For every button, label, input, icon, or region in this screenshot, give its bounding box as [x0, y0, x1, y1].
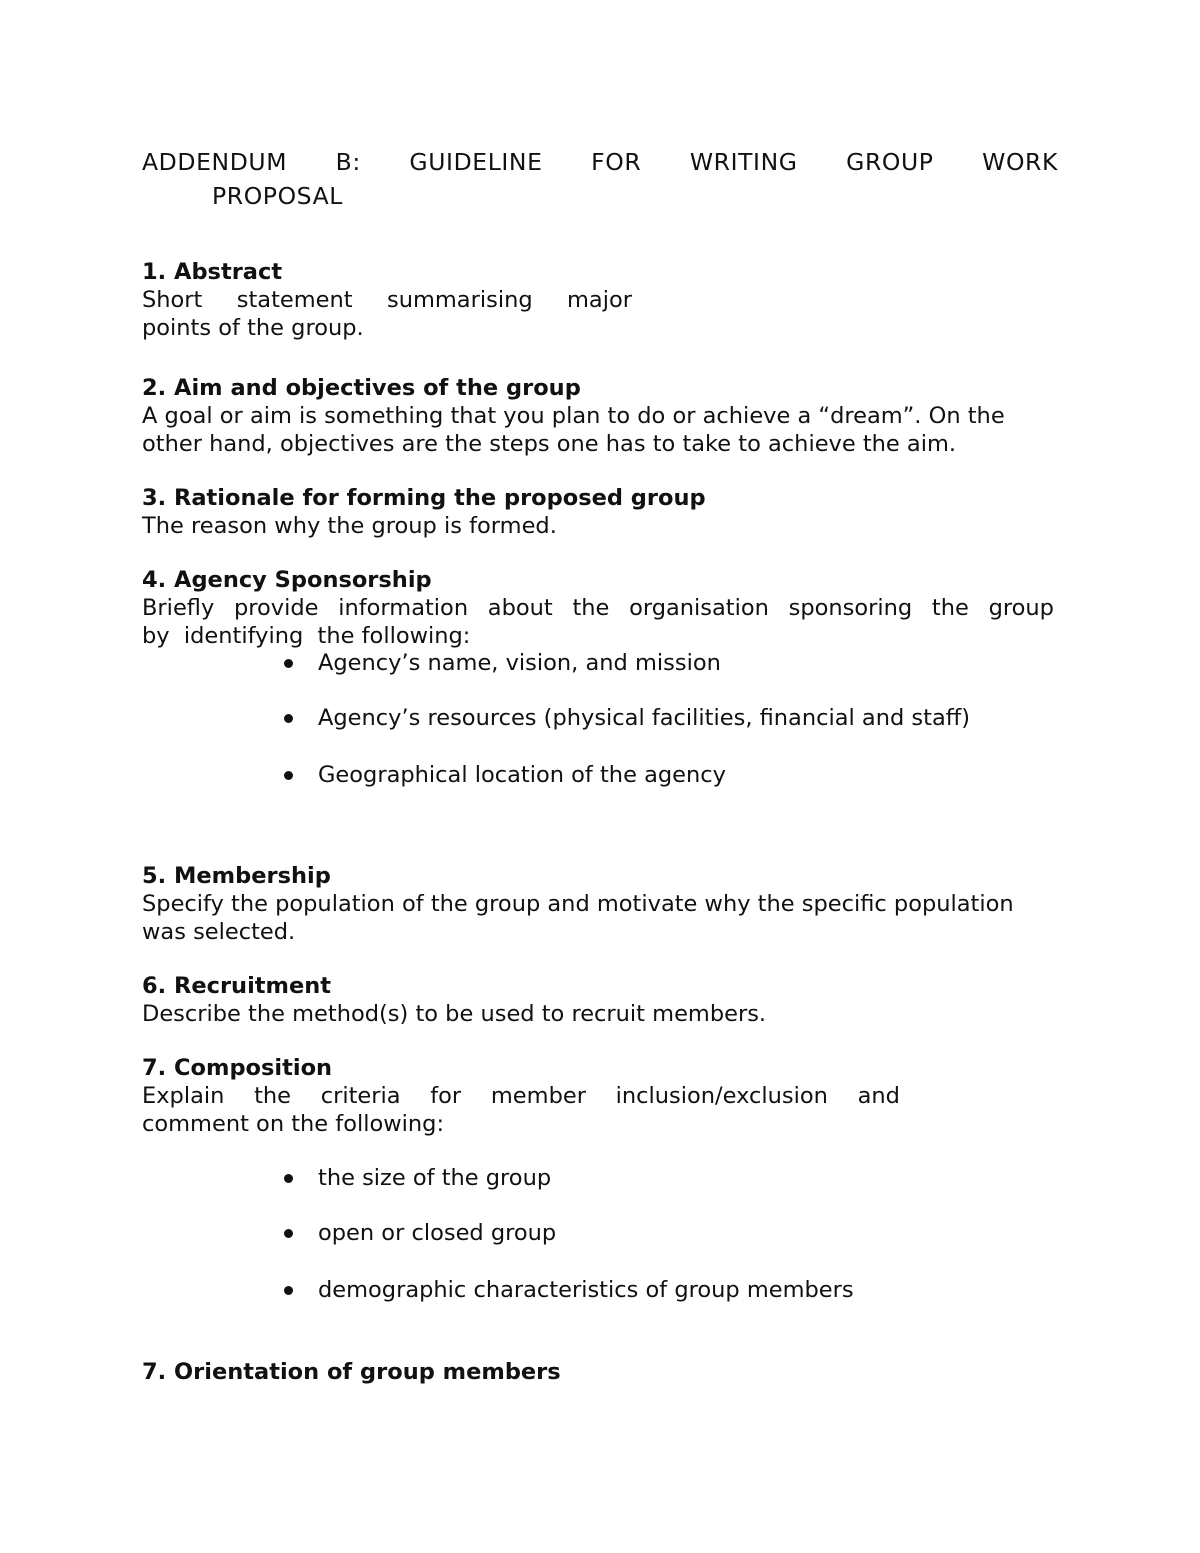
text-word: Briefly: [142, 595, 215, 621]
section-text-line: A goal or aim is something that you plan to do or achieve a “dream”. On the: [142, 403, 1005, 429]
list-item-text: Agency’s name, vision, and mission: [318, 650, 721, 676]
text-word: summarising: [386, 287, 533, 313]
section-text-line: comment on the following:: [142, 1111, 445, 1137]
section-heading: 4. Agency Sponsorship: [142, 567, 432, 593]
list-item-text: Agency’s resources (physical facilities, financial and staff): [318, 705, 971, 731]
list-item-text: Geographical location of the agency: [318, 762, 726, 788]
section-text-line: Specify the population of the group and motivate why the specific population: [142, 891, 1014, 917]
bullet-icon: [284, 771, 293, 780]
text-word: group: [988, 595, 1054, 621]
list-item-text: the size of the group: [318, 1165, 552, 1191]
text-word: for: [430, 1083, 462, 1109]
section-aims: [142, 374, 1005, 458]
text-word: criteria: [320, 1083, 401, 1109]
text-word: Explain: [142, 1083, 225, 1109]
section-membership: [142, 862, 1014, 946]
section-heading: 6. Recruitment: [142, 973, 332, 999]
section-composition: [142, 1054, 900, 1138]
section-heading: 2. Aim and objectives of the group: [142, 375, 581, 401]
bullet-icon: [284, 659, 293, 668]
section-heading: 7. Orientation of group members: [142, 1359, 561, 1385]
text-word: member: [490, 1083, 586, 1109]
section-heading: 5. Membership: [142, 863, 331, 889]
section-text-line: points of the group.: [142, 315, 364, 341]
text-word: the: [254, 1083, 292, 1109]
bullet-icon: [284, 1174, 293, 1183]
text-word: the: [572, 595, 610, 621]
text-word: major: [566, 287, 632, 313]
text-word: Short: [142, 287, 203, 313]
section-heading: 3. Rationale for forming the proposed group: [142, 485, 706, 511]
title-word: ADDENDUM: [142, 148, 288, 176]
text-word: organisation: [629, 595, 769, 621]
section-text-line: other hand, objectives are the steps one has to take to achieve the aim.: [142, 431, 957, 457]
bullet-icon: [284, 714, 293, 723]
text-word: statement: [236, 287, 353, 313]
section-text-line: Describe the method(s) to be used to recruit members.: [142, 1001, 767, 1027]
title-word: FOR: [591, 148, 642, 176]
section-agency: [142, 566, 1054, 650]
title-word: B:: [335, 148, 361, 176]
title-word: WORK: [982, 148, 1058, 176]
bullet-icon: [284, 1229, 293, 1238]
text-word: and: [857, 1083, 900, 1109]
section-text-line: by identifying the following:: [142, 623, 471, 649]
section-text-line: [142, 1082, 900, 1110]
document-title-line-1: [142, 146, 1058, 178]
section-heading: 7. Composition: [142, 1055, 333, 1081]
section-abstract: [142, 258, 632, 342]
section-text-line: was selected.: [142, 919, 296, 945]
section-recruitment: [142, 972, 766, 1028]
section-rationale: [142, 484, 706, 540]
bullet-icon: [284, 1286, 293, 1295]
section-text-line: The reason why the group is formed.: [142, 513, 557, 539]
section-text-line: [142, 286, 632, 314]
title-word: WRITING: [689, 148, 798, 176]
list-item-text: open or closed group: [318, 1220, 557, 1246]
title-word: GROUP: [846, 148, 934, 176]
section-text-line: [142, 594, 1054, 622]
section-heading: 1. Abstract: [142, 259, 283, 285]
text-word: inclusion/exclusion: [615, 1083, 828, 1109]
text-word: sponsoring: [788, 595, 913, 621]
text-word: provide: [234, 595, 319, 621]
title-word: GUIDELINE: [409, 148, 543, 176]
text-word: about: [487, 595, 553, 621]
list-item-text: demographic characteristics of group members: [318, 1277, 854, 1303]
text-word: information: [338, 595, 469, 621]
text-word: the: [931, 595, 969, 621]
section-orientation: [142, 1358, 561, 1386]
document-title-line-2: PROPOSAL: [212, 182, 343, 210]
